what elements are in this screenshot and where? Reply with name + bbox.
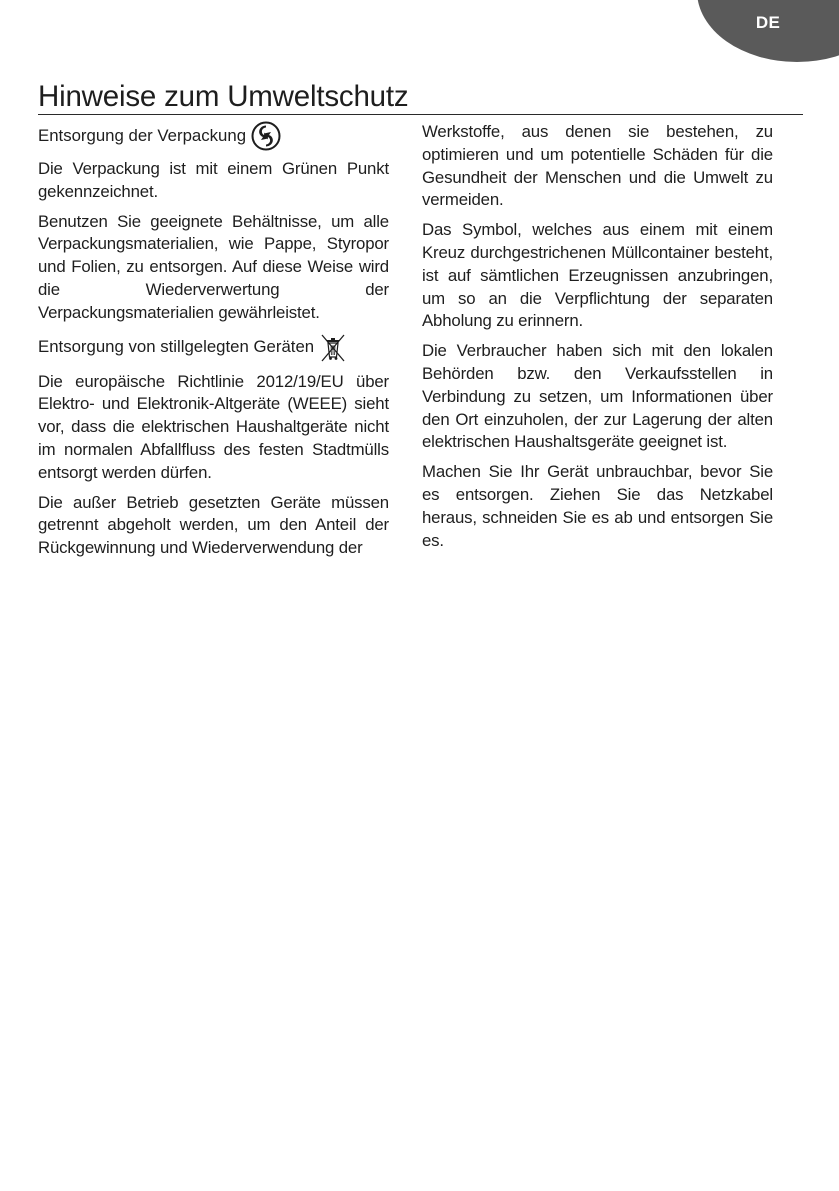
devices-heading-text: Entsorgung von stillgelegten Geräten: [38, 337, 315, 357]
devices-paragraph-1: Die europäische Richtlinie 2012/19/EU über Elektro- und Elektronik-Altgeräte (WEEE) sieht vor, dass die elektrischen Haushaltgeräte nicht im normalen Abfallfluss des festen Stadtmülls entsorgt werden dürfen.: [38, 371, 389, 482]
packaging-paragraph-2: Benutzen Sie geeignete Behältnisse, um alle Verpackungsmaterialien, wie Pappe, Styropor und Folien, zu entsorgen. Auf diese Weise wird die Wiederverwertung der Verpackungsmaterialien gewährleistet.: [38, 211, 389, 322]
packaging-heading: [38, 121, 389, 151]
page-title: Hinweise zum Umweltschutz: [38, 80, 409, 113]
title-divider: [38, 114, 803, 115]
packaging-paragraph-1: Die Verpackung ist mit einem Grünen Punkt gekennzeichnet.: [38, 159, 389, 201]
left-column: [38, 121, 389, 567]
right-paragraph-1: Werkstoffe, aus denen sie bestehen, zu optimieren und um potentielle Schäden für die Gesundheit der Menschen und die Umwelt zu vermeiden.: [422, 122, 773, 210]
crossed-bin-icon: [318, 332, 348, 364]
green-dot-icon: [250, 121, 282, 151]
right-paragraph-3: Die Verbraucher haben sich mit den lokalen Behörden bzw. den Verkaufsstellen in Verbindung zu setzen, um Informationen über den Ort einzuholen, der zur Lagerung der alten elektrischen Haushaltsgeräte geeignet ist.: [422, 341, 773, 452]
right-paragraph-2: Das Symbol, welches aus einem mit einem Kreuz durchgestrichenen Müllcontainer besteht, ist auf sämtlichen Erzeugnissen anzubringen, um so an die Verpflichtung der separaten Abholung zu erinnern.: [422, 220, 773, 331]
packaging-heading-text: Entsorgung der Verpackung: [38, 125, 247, 145]
right-column: [422, 121, 773, 559]
devices-paragraph-2: Die außer Betrieb gesetzten Geräte müssen getrennt abgeholt werden, um den Anteil der Rückgewinnung und Wiederverwendung der: [38, 492, 389, 558]
language-label: DE: [755, 13, 781, 32]
right-paragraph-4: Machen Sie Ihr Gerät unbrauchbar, bevor Sie es entsorgen. Ziehen Sie das Netzkabel heraus, schneiden Sie es ab und entsorgen Sie es.: [422, 462, 773, 550]
devices-heading: [38, 332, 389, 364]
